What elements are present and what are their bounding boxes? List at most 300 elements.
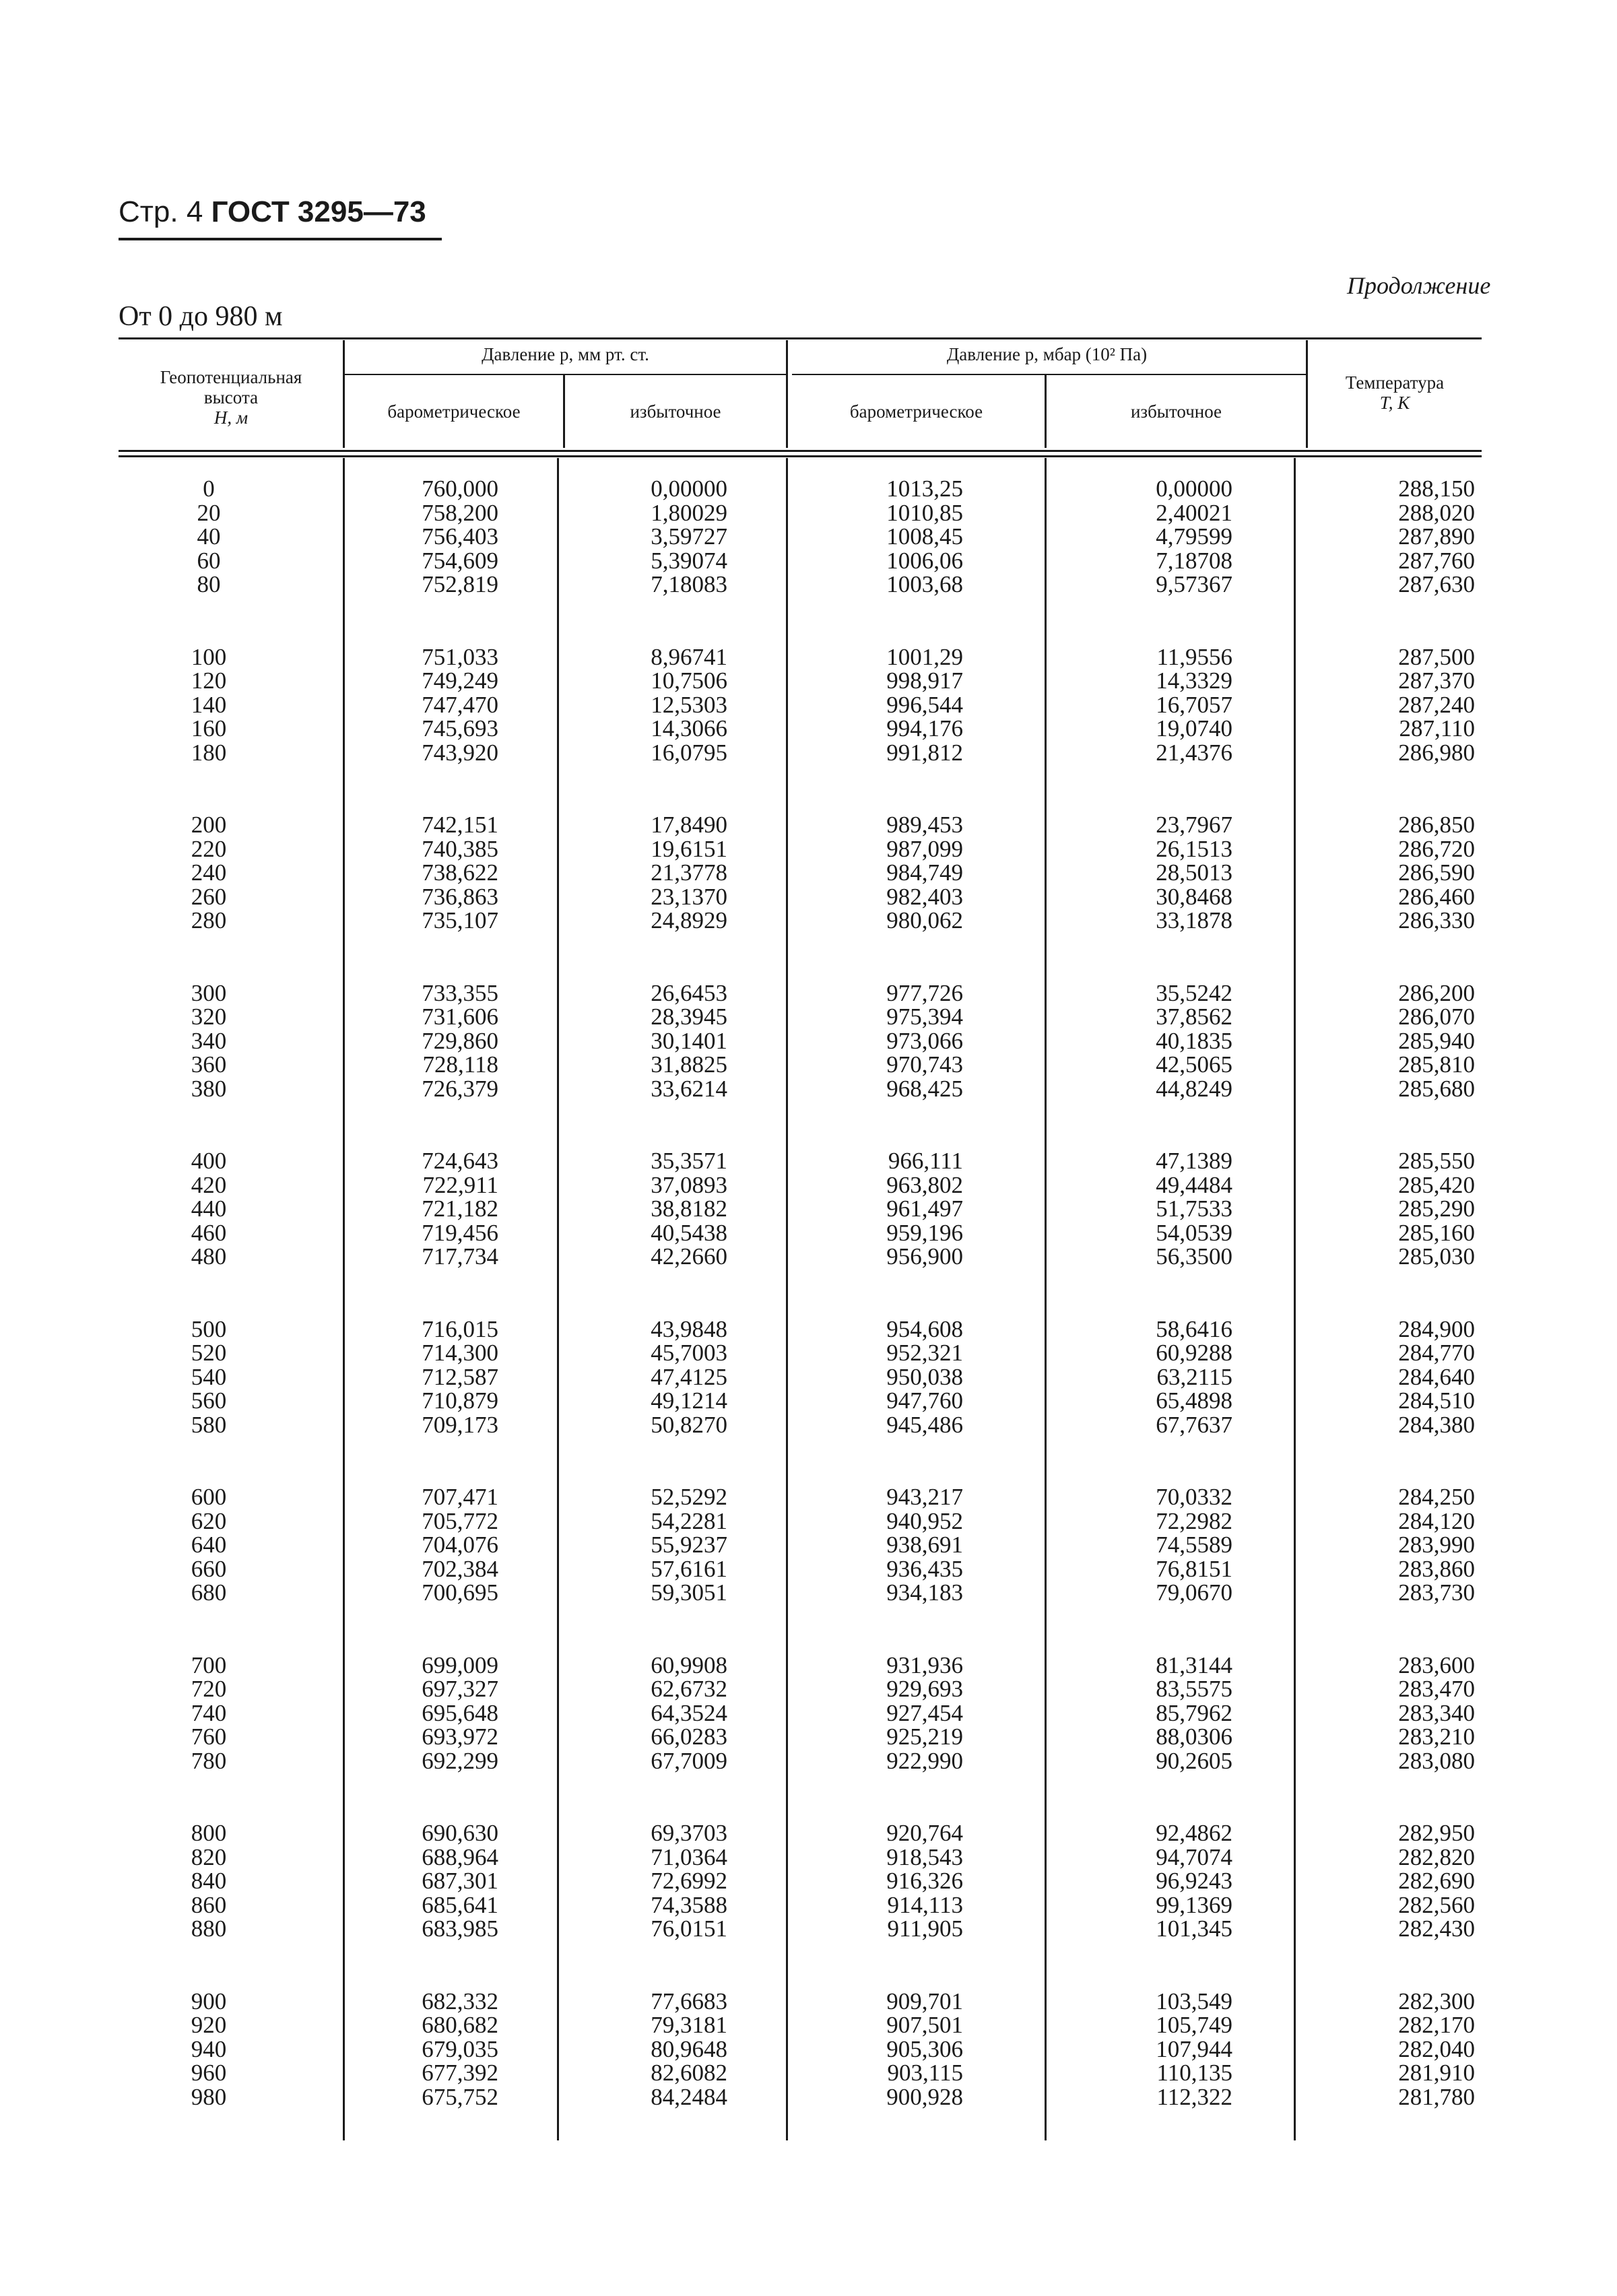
table-cell: 283,730 xyxy=(1398,1579,1475,1606)
table-cell: 747,470 xyxy=(422,691,498,718)
group-mbar-rule xyxy=(792,374,1306,375)
table-cell: 47,1389 xyxy=(1156,1148,1232,1174)
table-cell: 994,176 xyxy=(886,715,963,742)
table-cell: 679,035 xyxy=(422,2035,498,2062)
table-cell: 28,5013 xyxy=(1156,859,1232,886)
table-cell: 67,7009 xyxy=(651,1747,727,1774)
table-cell: 107,944 xyxy=(1156,2035,1232,2062)
block-gap xyxy=(391,1773,498,1821)
table-cell: 84,2484 xyxy=(651,2083,727,2110)
table-cell: 920,764 xyxy=(886,1820,963,1846)
table-cell: 340 xyxy=(191,1027,227,1054)
table-cell: 38,8182 xyxy=(651,1195,727,1222)
table-cell: 907,501 xyxy=(886,2012,963,2038)
table-cell: 460 xyxy=(191,1219,227,1246)
table-cell: 282,950 xyxy=(1398,1820,1475,1846)
table-cell: 916,326 xyxy=(886,1868,963,1894)
block-gap xyxy=(168,1605,249,1653)
table-cell: 21,4376 xyxy=(1156,739,1232,766)
block-gap xyxy=(1111,1269,1232,1317)
table-cell: 28,3945 xyxy=(651,1004,727,1030)
table-cell: 282,300 xyxy=(1398,1988,1475,2014)
table-cell: 968,425 xyxy=(886,1075,963,1102)
table-cell: 640 xyxy=(191,1532,227,1558)
table-cell: 998,917 xyxy=(886,667,963,694)
block-gap xyxy=(1111,1773,1232,1821)
table-cell: 925,219 xyxy=(886,1724,963,1750)
block-gap xyxy=(391,1605,498,1653)
mbar-excess-column xyxy=(1111,477,1232,2109)
table-cell: 240 xyxy=(191,859,227,886)
table-cell: 100 xyxy=(191,643,227,670)
table-cell: 520 xyxy=(191,1340,227,1366)
block-gap xyxy=(606,1605,727,1653)
table-cell: 683,985 xyxy=(422,1915,498,1942)
table-cell: 400 xyxy=(191,1148,227,1174)
table-cell: 24,8929 xyxy=(651,907,727,933)
table-cell: 0 xyxy=(203,475,215,502)
block-gap xyxy=(828,597,963,645)
table-cell: 284,380 xyxy=(1398,1411,1475,1438)
mm-excess-column xyxy=(606,477,727,2109)
table-cell: 284,120 xyxy=(1398,1507,1475,1534)
block-gap xyxy=(606,1773,727,1821)
table-cell: 675,752 xyxy=(422,2083,498,2110)
table-cell: 380 xyxy=(191,1075,227,1102)
table-cell: 1,80029 xyxy=(651,499,727,526)
block-gap xyxy=(828,1605,963,1653)
block-gap xyxy=(1111,933,1232,981)
block-gap xyxy=(1360,1269,1475,1317)
block-gap xyxy=(1111,1101,1232,1149)
table-cell: 20 xyxy=(197,499,221,526)
table-cell: 984,749 xyxy=(886,859,963,886)
table-cell: 989,453 xyxy=(886,812,963,838)
table-cell: 286,200 xyxy=(1398,979,1475,1006)
table-cell: 76,0151 xyxy=(651,1915,727,1942)
table-cell: 685,641 xyxy=(422,1891,498,1918)
table-cell: 927,454 xyxy=(886,1699,963,1726)
block-gap xyxy=(828,933,963,981)
table-cell: 287,370 xyxy=(1398,667,1475,694)
table-cell: 287,630 xyxy=(1398,571,1475,597)
table-cell: 285,550 xyxy=(1398,1148,1475,1174)
block-gap xyxy=(1360,764,1475,813)
table-cell: 43,9848 xyxy=(651,1315,727,1342)
table-cell: 23,1370 xyxy=(651,883,727,910)
table-cell: 284,770 xyxy=(1398,1340,1475,1366)
table-cell: 693,972 xyxy=(422,1724,498,1750)
block-gap xyxy=(391,597,498,645)
table-cell: 950,038 xyxy=(886,1363,963,1390)
height-column-header xyxy=(125,367,337,428)
table-cell: 966,111 xyxy=(888,1148,963,1174)
block-gap xyxy=(828,764,963,813)
table-cell: 44,8249 xyxy=(1156,1075,1232,1102)
table-cell: 35,3571 xyxy=(651,1148,727,1174)
table-cell: 714,300 xyxy=(422,1340,498,1366)
table-cell: 110,135 xyxy=(1156,2060,1232,2086)
table-cell: 285,810 xyxy=(1398,1051,1475,1078)
table-cell: 70,0332 xyxy=(1156,1484,1232,1510)
column-divider xyxy=(786,458,788,2140)
table-cell: 56,3500 xyxy=(1156,1243,1232,1270)
table-cell: 710,879 xyxy=(422,1387,498,1414)
table-cell: 716,015 xyxy=(422,1315,498,1342)
block-gap xyxy=(1360,1605,1475,1653)
table-cell: 700 xyxy=(191,1651,227,1678)
table-cell: 287,110 xyxy=(1399,715,1475,742)
table-cell: 286,720 xyxy=(1398,835,1475,862)
table-cell: 54,2281 xyxy=(651,1507,727,1534)
table-cell: 140 xyxy=(191,691,227,718)
column-divider xyxy=(557,458,559,2140)
table-cell: 282,170 xyxy=(1398,2012,1475,2038)
block-gap xyxy=(168,1101,249,1149)
block-gap xyxy=(606,1269,727,1317)
table-cell: 282,040 xyxy=(1398,2035,1475,2062)
table-cell: 440 xyxy=(191,1195,227,1222)
block-gap xyxy=(828,1773,963,1821)
table-cell: 280 xyxy=(191,907,227,933)
table-cell: 71,0364 xyxy=(651,1843,727,1870)
table-cell: 200 xyxy=(191,812,227,838)
table-cell: 692,299 xyxy=(422,1747,498,1774)
table-cell: 105,749 xyxy=(1156,2012,1232,2038)
table-cell: 37,0893 xyxy=(651,1171,727,1198)
table-cell: 677,392 xyxy=(422,2060,498,2086)
column-divider xyxy=(343,458,345,2140)
block-gap xyxy=(1111,764,1232,813)
table-cell: 62,6732 xyxy=(651,1676,727,1702)
temperature-column-header xyxy=(1308,372,1482,413)
block-gap xyxy=(606,764,727,813)
table-cell: 76,8151 xyxy=(1156,1555,1232,1582)
table-cell: 1008,45 xyxy=(886,523,963,550)
table-cell: 42,2660 xyxy=(651,1243,727,1270)
table-cell: 77,6683 xyxy=(651,1988,727,2014)
block-gap xyxy=(391,1437,498,1485)
block-gap xyxy=(606,1101,727,1149)
mbar-barometric-header: барометрическое xyxy=(849,401,983,422)
table-cell: 680 xyxy=(191,1579,227,1606)
table-cell: 749,249 xyxy=(422,667,498,694)
table-cell: 0,00000 xyxy=(1156,475,1232,502)
block-gap xyxy=(168,764,249,813)
table-cell: 281,780 xyxy=(1398,2083,1475,2110)
table-cell: 977,726 xyxy=(886,979,963,1006)
table-cell: 283,470 xyxy=(1398,1676,1475,1702)
table-cell: 79,3181 xyxy=(651,2012,727,2038)
table-cell: 40,1835 xyxy=(1156,1027,1232,1054)
table-cell: 1003,68 xyxy=(886,571,963,597)
table-cell: 660 xyxy=(191,1555,227,1582)
table-cell: 286,850 xyxy=(1398,812,1475,838)
table-cell: 72,2982 xyxy=(1156,1507,1232,1534)
table-cell: 722,911 xyxy=(422,1171,498,1198)
table-cell: 37,8562 xyxy=(1156,1004,1232,1030)
block-gap xyxy=(606,1437,727,1485)
table-cell: 918,543 xyxy=(886,1843,963,1870)
table-cell: 751,033 xyxy=(422,643,498,670)
table-cell: 287,890 xyxy=(1398,523,1475,550)
table-cell: 720 xyxy=(191,1676,227,1702)
table-cell: 284,640 xyxy=(1398,1363,1475,1390)
table-cell: 96,9243 xyxy=(1156,1868,1232,1894)
table-cell: 745,693 xyxy=(422,715,498,742)
table-cell: 60 xyxy=(197,547,221,574)
table-cell: 283,990 xyxy=(1398,1532,1475,1558)
table-cell: 680,682 xyxy=(422,2012,498,2038)
table-cell: 754,609 xyxy=(422,547,498,574)
table-cell: 840 xyxy=(191,1868,227,1894)
table-cell: 49,4484 xyxy=(1156,1171,1232,1198)
table-cell: 945,486 xyxy=(886,1411,963,1438)
table-cell: 5,39074 xyxy=(651,547,727,574)
table-cell: 4,79599 xyxy=(1156,523,1232,550)
table-cell: 695,648 xyxy=(422,1699,498,1726)
block-gap xyxy=(828,1101,963,1149)
table-cell: 540 xyxy=(191,1363,227,1390)
table-cell: 80 xyxy=(197,571,221,597)
table-cell: 699,009 xyxy=(422,1651,498,1678)
table-cell: 50,8270 xyxy=(651,1411,727,1438)
table-cell: 682,332 xyxy=(422,1988,498,2014)
table-cell: 282,430 xyxy=(1398,1915,1475,1942)
continuation-label: Продолжение xyxy=(1347,272,1491,299)
table-cell: 16,7057 xyxy=(1156,691,1232,718)
table-cell: 729,860 xyxy=(422,1027,498,1054)
table-cell: 64,3524 xyxy=(651,1699,727,1726)
mm-barometric-header: барометрическое xyxy=(387,401,521,422)
table-cell: 283,080 xyxy=(1398,1747,1475,1774)
table-cell: 3,59727 xyxy=(651,523,727,550)
block-gap xyxy=(606,1941,727,1990)
table-cell: 92,4862 xyxy=(1156,1820,1232,1846)
table-cell: 740,385 xyxy=(422,835,498,862)
block-gap xyxy=(1360,1101,1475,1149)
table-cell: 59,3051 xyxy=(651,1579,727,1606)
table-cell: 705,772 xyxy=(422,1507,498,1534)
table-cell: 285,940 xyxy=(1398,1027,1475,1054)
block-gap xyxy=(828,1941,963,1990)
table-cell: 959,196 xyxy=(886,1219,963,1246)
table-cell: 58,6416 xyxy=(1156,1315,1232,1342)
table-cell: 743,920 xyxy=(422,739,498,766)
table-cell: 287,760 xyxy=(1398,547,1475,574)
block-gap xyxy=(391,1269,498,1317)
table-cell: 900 xyxy=(191,1988,227,2014)
block-gap xyxy=(1111,1941,1232,1990)
table-cell: 961,497 xyxy=(886,1195,963,1222)
table-cell: 700,695 xyxy=(422,1579,498,1606)
table-cell: 282,690 xyxy=(1398,1868,1475,1894)
table-cell: 281,910 xyxy=(1398,2060,1475,2086)
temperature-header-unit: T, K xyxy=(1379,393,1410,413)
table-cell: 285,160 xyxy=(1398,1219,1475,1246)
block-gap xyxy=(168,933,249,981)
page-header xyxy=(119,195,426,229)
table-cell: 33,6214 xyxy=(651,1075,727,1102)
table-cell: 940 xyxy=(191,2035,227,2062)
table-cell: 760,000 xyxy=(422,475,498,502)
table-cell: 47,4125 xyxy=(651,1363,727,1390)
table-cell: 731,606 xyxy=(422,1004,498,1030)
table-cell: 300 xyxy=(191,979,227,1006)
table-cell: 11,9556 xyxy=(1156,643,1232,670)
table-cell: 800 xyxy=(191,1820,227,1846)
block-gap xyxy=(828,1269,963,1317)
block-gap xyxy=(391,933,498,981)
block-gap xyxy=(1111,1605,1232,1653)
table-cell: 283,600 xyxy=(1398,1651,1475,1678)
height-header-unit: H, м xyxy=(213,407,249,428)
table-cell: 620 xyxy=(191,1507,227,1534)
table-cell: 57,6161 xyxy=(651,1555,727,1582)
table-cell: 929,693 xyxy=(886,1676,963,1702)
table-cell: 26,6453 xyxy=(651,979,727,1006)
table-cell: 970,743 xyxy=(886,1051,963,1078)
table-cell: 920 xyxy=(191,2012,227,2038)
table-cell: 709,173 xyxy=(422,1411,498,1438)
table-cell: 735,107 xyxy=(422,907,498,933)
block-gap xyxy=(1360,597,1475,645)
table-cell: 987,099 xyxy=(886,835,963,862)
table-cell: 88,0306 xyxy=(1156,1724,1232,1750)
height-header-text: Геопотенциальная высота xyxy=(160,367,302,407)
table-cell: 780 xyxy=(191,1747,227,1774)
table-cell: 220 xyxy=(191,835,227,862)
table-cell: 283,860 xyxy=(1398,1555,1475,1582)
block-gap xyxy=(1111,1437,1232,1485)
table-cell: 940,952 xyxy=(886,1507,963,1534)
table-cell: 742,151 xyxy=(422,812,498,838)
table-cell: 287,240 xyxy=(1398,691,1475,718)
table-cell: 101,345 xyxy=(1156,1915,1232,1942)
temperature-header-text: Температура xyxy=(1345,372,1445,393)
table-cell: 69,3703 xyxy=(651,1820,727,1846)
table-cell: 954,608 xyxy=(886,1315,963,1342)
table-cell: 975,394 xyxy=(886,1004,963,1030)
header-underline xyxy=(119,238,442,240)
table-cell: 282,820 xyxy=(1398,1843,1475,1870)
table-cell: 160 xyxy=(191,715,227,742)
table-cell: 120 xyxy=(191,667,227,694)
header-bottom-rule xyxy=(119,450,1482,452)
block-gap xyxy=(1360,1773,1475,1821)
table-cell: 947,760 xyxy=(886,1387,963,1414)
table-cell: 1010,85 xyxy=(886,499,963,526)
table-top-rule xyxy=(119,337,1482,339)
table-cell: 49,1214 xyxy=(651,1387,727,1414)
table-cell: 712,587 xyxy=(422,1363,498,1390)
table-cell: 60,9288 xyxy=(1156,1340,1232,1366)
table-cell: 980,062 xyxy=(886,907,963,933)
block-gap xyxy=(168,1437,249,1485)
table-cell: 74,5589 xyxy=(1156,1532,1232,1558)
table-cell: 16,0795 xyxy=(651,739,727,766)
block-gap xyxy=(391,764,498,813)
header-bottom-rule-2 xyxy=(119,455,1482,457)
table-cell: 55,9237 xyxy=(651,1532,727,1558)
table-cell: 83,5575 xyxy=(1156,1676,1232,1702)
table-cell: 973,066 xyxy=(886,1027,963,1054)
table-cell: 991,812 xyxy=(886,739,963,766)
table-cell: 81,3144 xyxy=(1156,1651,1232,1678)
table-cell: 943,217 xyxy=(886,1484,963,1510)
table-cell: 560 xyxy=(191,1387,227,1414)
table-cell: 1001,29 xyxy=(886,643,963,670)
table-cell: 900,928 xyxy=(886,2083,963,2110)
table-cell: 922,990 xyxy=(886,1747,963,1774)
table-cell: 738,622 xyxy=(422,859,498,886)
mm-excess-header: избыточное xyxy=(630,401,721,422)
table-cell: 282,560 xyxy=(1398,1891,1475,1918)
block-gap xyxy=(1111,597,1232,645)
table-cell: 938,691 xyxy=(886,1532,963,1558)
block-gap xyxy=(168,1941,249,1990)
mbar-excess-header: избыточное xyxy=(1130,401,1222,422)
table-cell: 90,2605 xyxy=(1156,1747,1232,1774)
table-cell: 0,00000 xyxy=(651,475,727,502)
table-cell: 42,5065 xyxy=(1156,1051,1232,1078)
table-cell: 9,57367 xyxy=(1156,571,1232,597)
table-cell: 934,183 xyxy=(886,1579,963,1606)
table-cell: 956,900 xyxy=(886,1243,963,1270)
table-cell: 31,8825 xyxy=(651,1051,727,1078)
table-cell: 1013,25 xyxy=(886,475,963,502)
table-cell: 719,456 xyxy=(422,1219,498,1246)
table-cell: 1006,06 xyxy=(886,547,963,574)
table-cell: 21,3778 xyxy=(651,859,727,886)
table-cell: 40 xyxy=(197,523,221,550)
table-cell: 752,819 xyxy=(422,571,498,597)
table-cell: 26,1513 xyxy=(1156,835,1232,862)
table-cell: 7,18708 xyxy=(1156,547,1232,574)
table-cell: 12,5303 xyxy=(651,691,727,718)
table-cell: 40,5438 xyxy=(651,1219,727,1246)
column-divider xyxy=(1045,458,1047,2140)
block-gap xyxy=(391,1101,498,1149)
table-cell: 288,020 xyxy=(1398,499,1475,526)
mbar-barometric-column xyxy=(828,477,963,2109)
table-cell: 74,3588 xyxy=(651,1891,727,1918)
block-gap xyxy=(606,597,727,645)
table-cell: 65,4898 xyxy=(1156,1387,1232,1414)
table-cell: 600 xyxy=(191,1484,227,1510)
table-cell: 60,9908 xyxy=(651,1651,727,1678)
mm-barometric-column xyxy=(391,477,498,2109)
table-cell: 286,980 xyxy=(1398,739,1475,766)
table-cell: 99,1369 xyxy=(1156,1891,1232,1918)
range-label: От 0 до 980 м xyxy=(119,301,283,332)
table-cell: 35,5242 xyxy=(1156,979,1232,1006)
table-cell: 880 xyxy=(191,1915,227,1942)
block-gap xyxy=(168,597,249,645)
table-cell: 702,384 xyxy=(422,1555,498,1582)
table-cell: 19,0740 xyxy=(1156,715,1232,742)
table-cell: 284,510 xyxy=(1398,1387,1475,1414)
table-cell: 85,7962 xyxy=(1156,1699,1232,1726)
table-cell: 707,471 xyxy=(422,1484,498,1510)
block-gap xyxy=(168,1269,249,1317)
temperature-column xyxy=(1360,477,1475,2109)
table-cell: 963,802 xyxy=(886,1171,963,1198)
table-cell: 936,435 xyxy=(886,1555,963,1582)
table-cell: 14,3066 xyxy=(651,715,727,742)
table-cell: 721,182 xyxy=(422,1195,498,1222)
table-cell: 82,6082 xyxy=(651,2060,727,2086)
